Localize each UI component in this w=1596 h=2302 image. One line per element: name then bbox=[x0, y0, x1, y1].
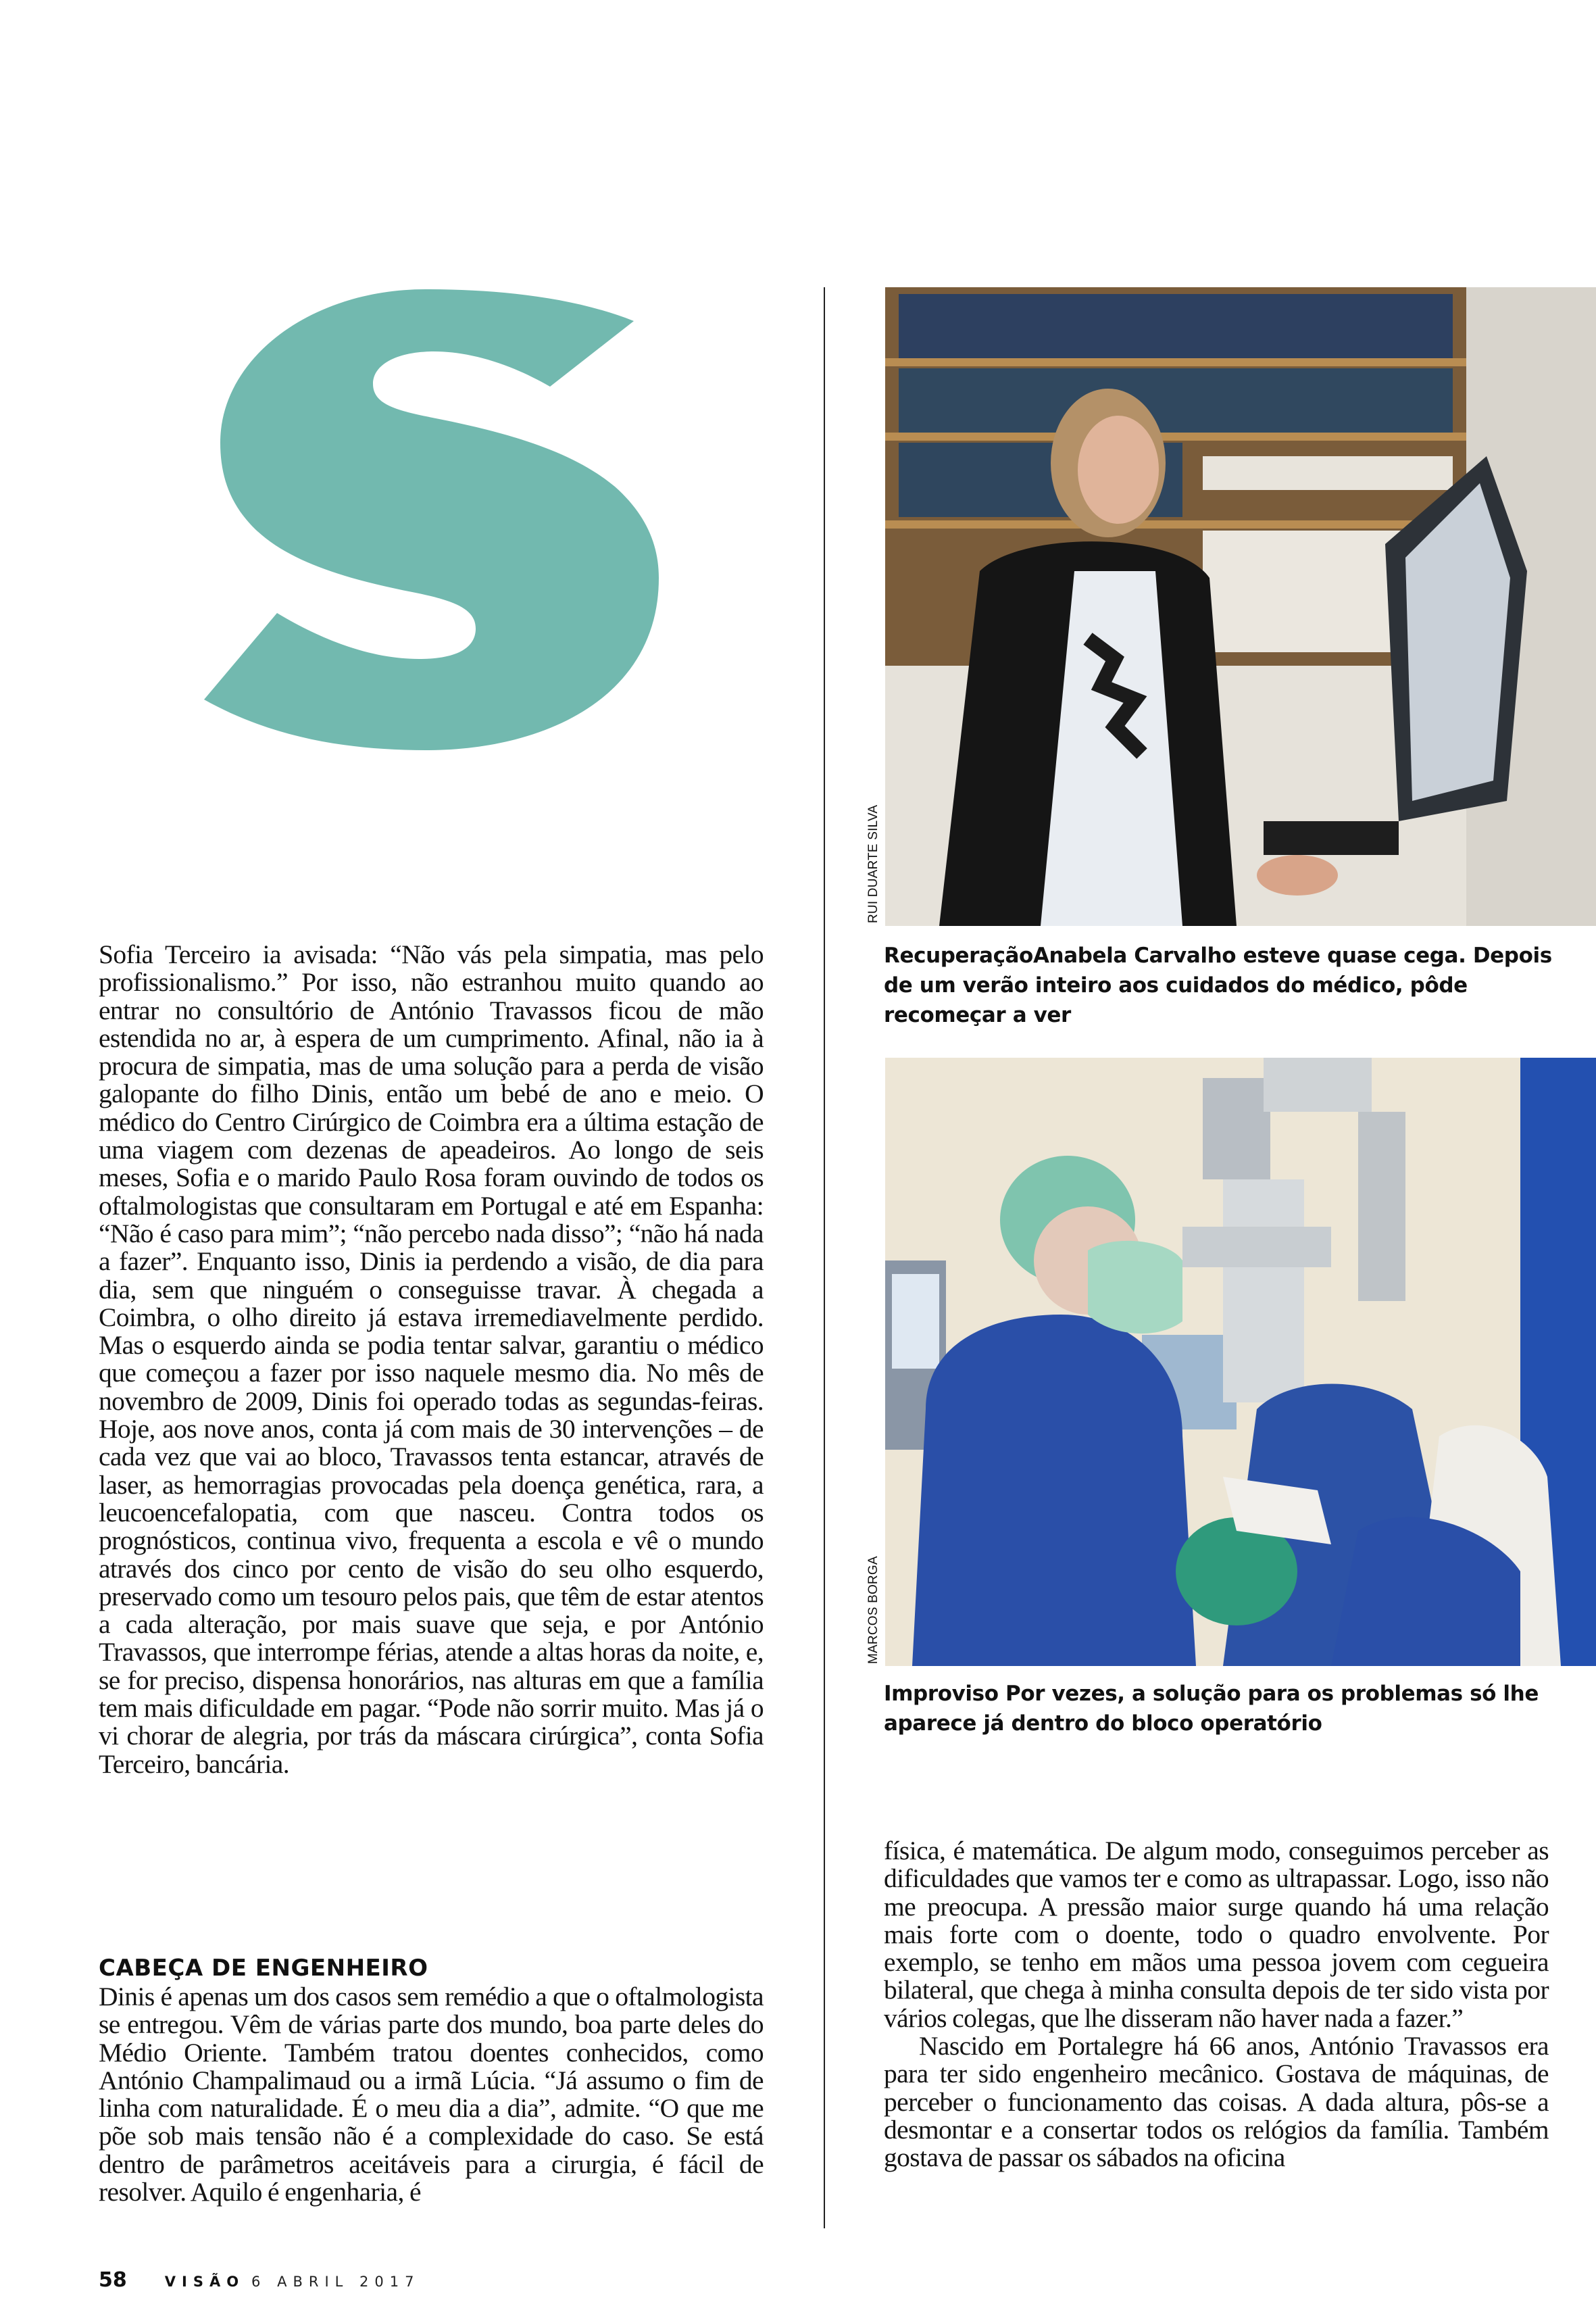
caption-body: Por vezes, a solução para os problemas só lhe aparece já dentro do bloco operatório bbox=[884, 1682, 1539, 1736]
column-divider bbox=[824, 287, 825, 2228]
photo-credit: MARCOS BORGA bbox=[866, 1556, 880, 1664]
article-paragraph: Sofia Terceiro ia avisada: “Não vás pela simpatia, mas pelo profissionalismo.” Por isso, não estranhou muito quando ao entrar no consultório de António Travassos ficou de mão estendida no ar, à espera de um cumprimento. Afinal, não ia à procura de simpatia, mas de uma solução para a perda de visão galopante do filho Dinis, então um bebé de ano e meio. O médico do Centro Cirúrgico de Coimbra era a última estação de uma viagem com dezenas de apeadeiros. Ao longo de seis meses, Sofia e o marido Paulo Rosa foram ouvindo de todos os oftalmologistas que consultaram em Portugal e até em Espanha: “Não é caso para mim”; “não percebo nada disso”; “não há nada a fazer”. Enquanto isso, Dinis ia perdendo a visão, de dia para dia, sem que ninguém o conseguisse travar. À chegada a Coimbra, o olho direito já estava irremediavelmente perdido. Mas o esquerdo ainda se podia tentar salvar, garantiu o médico que começou a fazer por isso naquele mesmo dia. No mês de novembro de 2009, Dinis foi operado todas as segundas-feiras. Hoje, aos nove anos, conta já com mais de 30 intervenções – de cada vez que vai ao bloco, Travassos tenta estancar, através de laser, as hemorragias provocadas pela doença genética, rara, a leucoencefalopatia, com que nasceu. Contra todos os prognósticos, continua vivo, frequenta a escola e vê o mundo através dos cinco por cento de visão do seu olho esquerdo, preservado como um tesouro pelos pais, que têm de estar atentos a cada alteração, por mais suave que seja, e por António Travassos, que interrompe férias, atende a altas horas da noite, e, se for preciso, dispensa honorários, nas alturas em que a família tem mais dificuldade em pagar. “Pode não sorrir muito. Mas já o vi chorar de alegria, por trás da máscara cirúrgica”, conta Sofia Terceiro, bancária. bbox=[99, 939, 764, 1779]
drop-cap-s-shape bbox=[204, 289, 659, 750]
issue-date: 6 ABRIL 2017 bbox=[251, 2274, 420, 2290]
article-body-left-top bbox=[99, 941, 764, 1778]
photo-caption bbox=[884, 941, 1560, 1030]
page-number: 58 bbox=[99, 2268, 127, 2292]
surgery-photo-illustration bbox=[885, 1058, 1596, 1666]
photo-surgery bbox=[885, 1058, 1596, 1666]
office-photo-illustration bbox=[885, 287, 1596, 926]
article-body-left-bottom bbox=[99, 1983, 764, 2206]
photo-credit: RUI DUARTE SILVA bbox=[866, 804, 880, 923]
drop-cap-s-graphic bbox=[196, 277, 669, 831]
photo-office-patient bbox=[885, 287, 1596, 926]
section-subhead: CABEÇA DE ENGENHEIRO bbox=[99, 1955, 428, 1982]
caption-body: Carvalho esteve quase cega. Depois de um verão inteiro aos cuidados do médico, pôde recomeçar a ver bbox=[884, 944, 1552, 1027]
drop-cap-letter bbox=[196, 277, 669, 831]
magazine-name: VISÃO bbox=[164, 2274, 245, 2290]
article-body-right bbox=[884, 1837, 1549, 2172]
article-paragraph: Dinis é apenas um dos casos sem remédio a que o oftalmologista se entregou. Vêm de várias parte dos mundo, boa parte deles do Médio Oriente. Também tratou doentes conhecidos, como António Champalimaud ou a irmã Lúcia. “Já assumo o fim de linha com naturalidade. É o meu dia a dia”, admite. “O que me põe sob mais tensão não é a complexidade do caso. Se está dentro de parâmetros aceitáveis para a cirurgia, é fácil de resolver. Aquilo é engenharia, é bbox=[99, 1982, 764, 2207]
caption-lead: Improviso bbox=[884, 1682, 999, 1706]
page-footer bbox=[99, 2268, 420, 2292]
caption-lead: RecuperaçãoAnabela bbox=[884, 944, 1127, 968]
photo-caption bbox=[884, 1679, 1560, 1738]
article-paragraph: Nascido em Portalegre há 66 anos, António Travassos era para ter sido engenheiro mecânico. Gostava de máquinas, de perceber o funcionamento das coisas. A dada altura, pôs-se a desmontar e a consertar todos os relógios da família. Também gostava de passar os sábados na oficina bbox=[884, 2031, 1549, 2173]
article-paragraph: física, é matemática. De algum modo, conseguimos perceber as dificuldades que vamos ter e como as ultrapassar. Logo, isso não me preocupa. A pressão maior surge quando há uma relação mais forte com o doente, todo o quadro envolvente. Por exemplo, se tenho em mãos uma pessoa jovem com cegueira bilateral, que chega à minha consulta depois de ter sido vista por vários colegas, que lhe disseram não haver nada a fazer.” bbox=[884, 1836, 1549, 2033]
